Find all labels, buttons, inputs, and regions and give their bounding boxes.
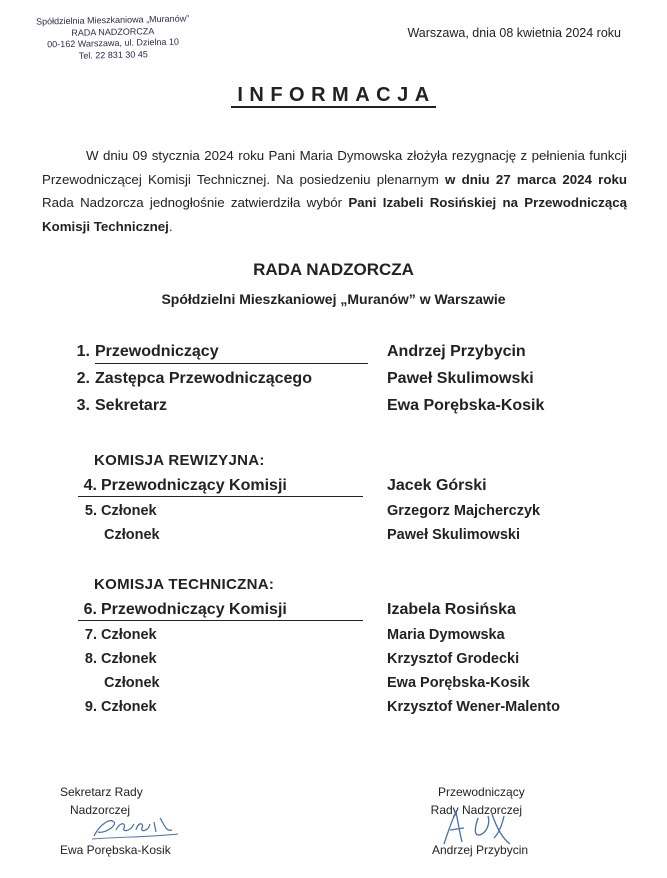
member-name: Maria Dymowska [387,627,505,643]
member-name: Ewa Porębska-Kosik [387,397,545,414]
member-role: Członek [104,675,160,691]
document-title-text: INFORMACJA [231,84,435,108]
member-role: Członek [101,699,157,715]
member-name: Ewa Porębska-Kosik [387,675,530,691]
member-role: Członek [101,627,157,643]
member-name: Krzysztof Wener-Malento [387,699,560,715]
audit-member-row [0,527,667,551]
underline-rule [78,620,363,621]
signature-title-line1: Przewodniczący [438,785,525,799]
member-number: 9. [84,699,97,715]
audit-committee-heading: KOMISJA REWIZYJNA: [94,452,265,469]
document-date: Warszawa, dnia 08 kwietnia 2024 roku [407,26,621,40]
paragraph-text-2: Rada Nadzorcza jednogłośnie zatwierdziła wybór [42,195,349,210]
member-name: Izabela Rosińska [387,601,516,618]
signature-name-chairman: Andrzej Przybycin [432,843,529,857]
board-member-row [0,343,667,367]
technical-member-row [0,627,667,651]
technical-member-row [0,675,667,699]
member-role: Członek [104,527,160,543]
member-role: Przewodniczący Komisji [101,601,287,618]
handwritten-signature-secretary [90,810,180,842]
member-number: 1. [76,343,90,360]
member-role: Sekretarz [95,397,168,414]
member-number: 2. [76,370,90,387]
paragraph-text-1: W dniu 09 stycznia 2024 roku Pani Maria Dymowska złożyła rezygnację z pełnienia funkcji Przewodniczącej Komisji Technicznej. Na posiedzeniu plenarnym [42,148,627,187]
member-role: Przewodniczący Komisji [101,477,287,494]
member-number: 7. [84,627,97,643]
member-role: Przewodniczący [95,343,219,360]
member-number: 3. [76,397,90,414]
paragraph-text-3: . [168,218,173,234]
document-title [0,84,667,107]
information-paragraph [42,144,627,238]
member-name: Paweł Skulimowski [387,370,534,387]
stamp-line-board: RADA NADZORCZA [71,25,155,38]
member-name: Paweł Skulimowski [387,527,520,543]
technical-member-row [0,651,667,675]
organization-stamp [18,13,209,63]
underline-rule [95,363,368,364]
signature-title-line2: Rady Nadzorczej [430,803,523,817]
member-role: Zastępca Przewodniczącego [95,370,312,387]
member-number: 4. [83,477,97,494]
member-name: Andrzej Przybycin [387,343,526,360]
board-title: RADA NADZORCZA [253,260,414,279]
paragraph-bold-date: w dniu 27 marca 2024 roku [445,171,627,187]
member-number: 8. [84,651,97,667]
member-number: 6. [83,601,97,618]
paragraph-bold-appointment: Pani Izabeli Rosińskiej na Przewodniczącą Komisji Technicznej [42,195,628,234]
technical-member-row [0,699,667,723]
audit-member-row [0,477,667,501]
member-name: Grzegorz Majcherczyk [387,503,541,519]
signature-title-line1: Sekretarz Rady [60,785,143,799]
stamp-line-name: Spółdzielnia Mieszkaniowa „Muranów” [35,13,190,27]
underline-rule [78,496,363,497]
board-member-row [0,370,667,394]
board-subtitle: Spółdzielni Mieszkaniowej „Muranów” w Warszawie [161,291,506,307]
stamp-line-phone: Tel. 22 831 30 45 [78,48,148,61]
member-role: Członek [101,651,157,667]
member-name: Jacek Górski [387,477,487,494]
member-number: 5. [84,503,97,519]
stamp-line-address: 00-162 Warszawa, ul. Dzielna 10 [47,36,180,50]
signature-title-line2: Nadzorczej [70,803,131,817]
member-role: Członek [101,503,157,519]
signature-name-secretary: Ewa Porębska-Kosik [60,843,171,857]
technical-committee-heading: KOMISJA TECHNICZNA: [94,576,275,593]
member-name: Krzysztof Grodecki [387,651,520,667]
technical-member-row [0,601,667,625]
audit-member-row [0,503,667,527]
board-member-row [0,397,667,421]
